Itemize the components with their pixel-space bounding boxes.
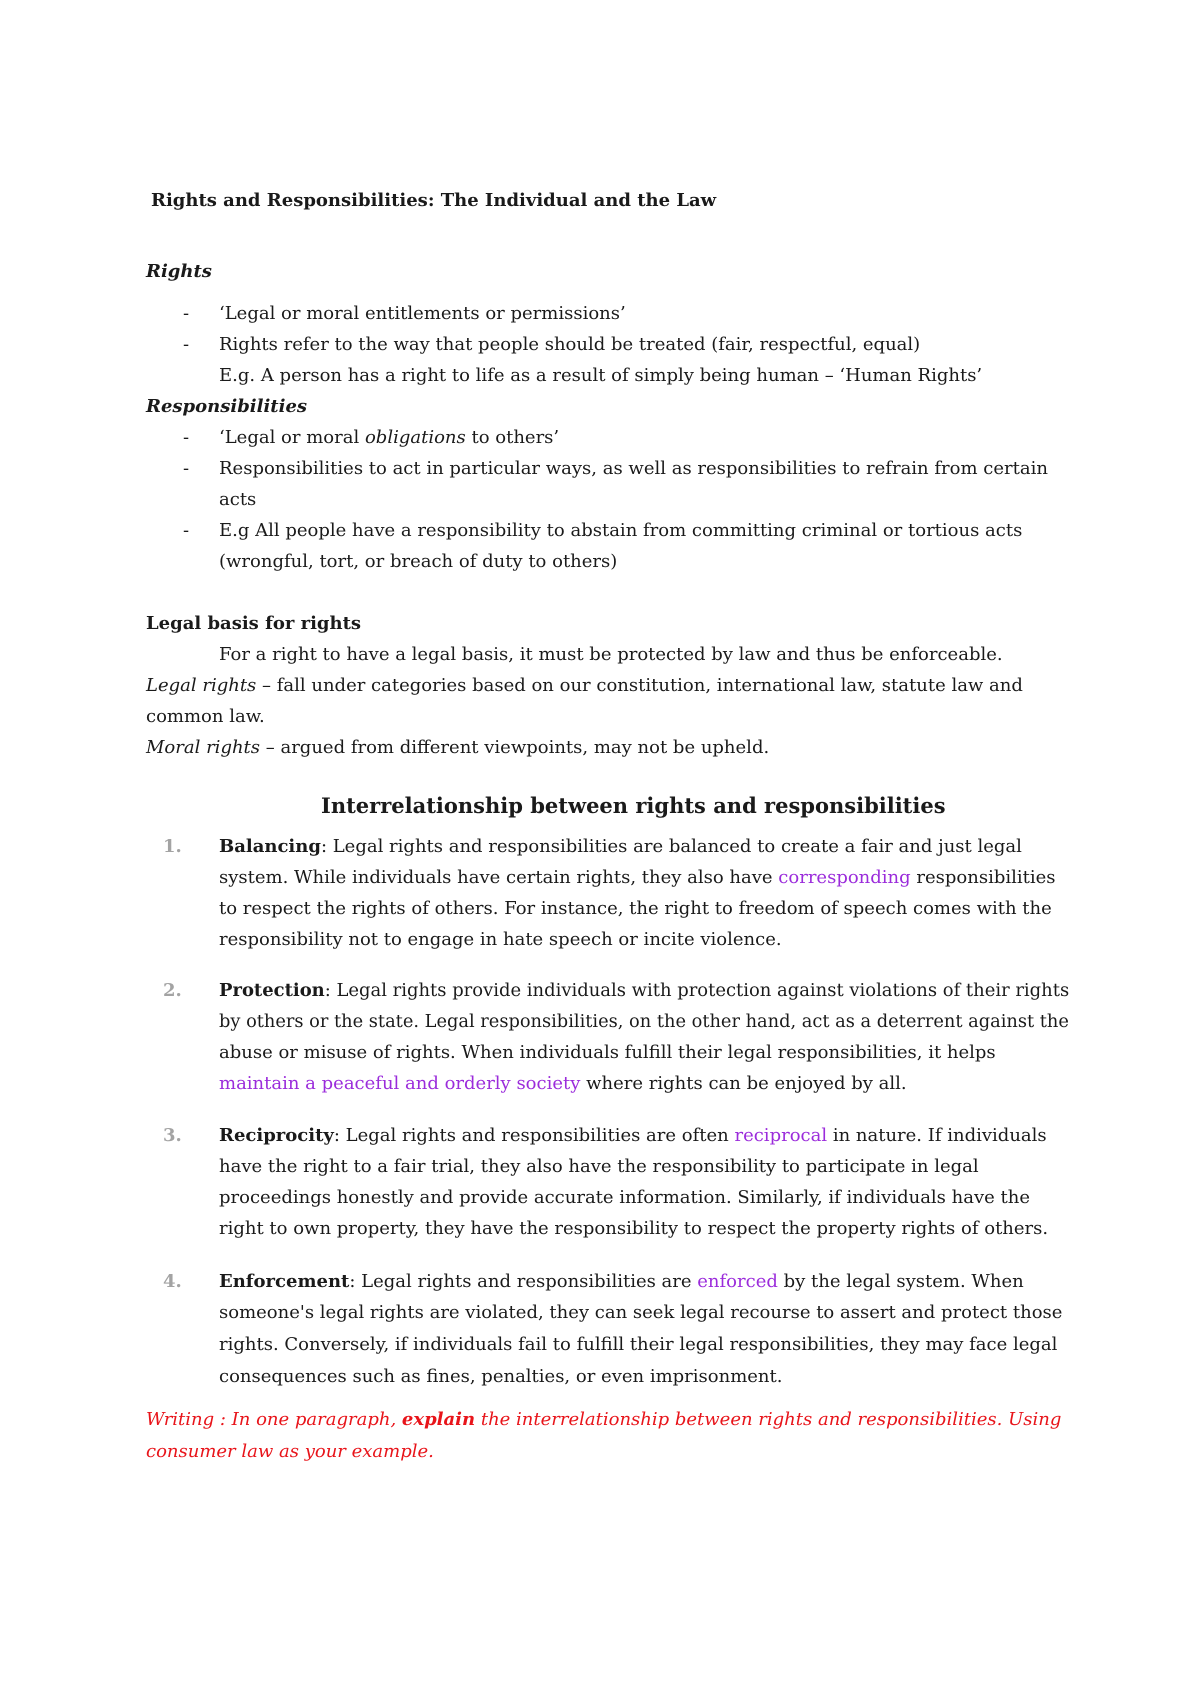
legal-rights-definition-line-2: common law. (146, 706, 265, 727)
responsibilities-bullet-2-line-2: acts (219, 489, 257, 510)
legal-basis-heading: Legal basis for rights (146, 613, 362, 634)
list-item-line: system. While individuals have certain rights, they also have corresponding responsibilities (219, 867, 1056, 888)
item-term: Reciprocity (219, 1125, 334, 1146)
list-item-reciprocity: Reciprocity: Legal rights and responsibilities are often reciprocal in nature. If individuals (219, 1125, 1047, 1146)
list-item-line: rights. Conversely, if individuals fail to fulfill their legal responsibilities, they may face legal (219, 1334, 1058, 1355)
obligations-emphasis: obligations (364, 427, 466, 448)
highlight-reciprocal: reciprocal (734, 1125, 828, 1146)
bullet-dash: - (183, 458, 190, 479)
item-term: Balancing (219, 836, 321, 857)
legal-rights-definition: Legal rights – fall under categories based on our constitution, international law, statute law and (146, 675, 1023, 696)
responsibilities-bullet-2-line-1: Responsibilities to act in particular ways, as well as responsibilities to refrain from certain (219, 458, 1048, 479)
list-item-line: someone's legal rights are violated, they can seek legal recourse to assert and protect those (219, 1302, 1063, 1323)
responsibilities-heading: Responsibilities (146, 396, 308, 417)
moral-rights-definition: Moral rights – argued from different viewpoints, may not be upheld. (146, 737, 770, 758)
bullet-dash: - (183, 334, 190, 355)
rights-heading: Rights (146, 261, 212, 282)
list-item-line: have the right to a fair trial, they also have the responsibility to participate in legal (219, 1156, 979, 1177)
list-item-line: responsibility not to engage in hate speech or incite violence. (219, 929, 782, 950)
list-number: 1. (163, 836, 182, 857)
interrelationship-heading: Interrelationship between rights and responsibilities (321, 793, 946, 818)
rights-bullet-1: ‘Legal or moral entitlements or permissions’ (219, 303, 626, 324)
list-item-line: maintain a peaceful and orderly society where rights can be enjoyed by all. (219, 1073, 907, 1094)
list-number: 2. (163, 980, 182, 1001)
moral-rights-term: Moral rights (146, 737, 261, 758)
list-item-line: right to own property, they have the responsibility to respect the property rights of others. (219, 1218, 1049, 1239)
writing-task-emphasis: explain (401, 1409, 476, 1430)
legal-rights-term: Legal rights (146, 675, 257, 696)
bullet-dash: - (183, 520, 190, 541)
list-item-line: consequences such as fines, penalties, or even imprisonment. (219, 1366, 783, 1387)
legal-basis-intro: For a right to have a legal basis, it must be protected by law and thus be enforceable. (219, 644, 1003, 665)
list-item-line: proceedings honestly and provide accurate information. Similarly, if individuals have the (219, 1187, 1030, 1208)
list-item-line: by others or the state. Legal responsibilities, on the other hand, act as a deterrent against the (219, 1011, 1069, 1032)
writing-task: Writing : In one paragraph, explain the interrelationship between rights and responsibilities. Using (146, 1409, 1062, 1430)
bullet-dash: - (183, 303, 190, 324)
responsibilities-bullet-1: ‘Legal or moral obligations to others’ (219, 427, 560, 448)
list-item-enforcement: Enforcement: Legal rights and responsibilities are enforced by the legal system. When (219, 1271, 1024, 1292)
list-number: 3. (163, 1125, 182, 1146)
list-number: 4. (163, 1271, 182, 1292)
list-item-line: to respect the rights of others. For instance, the right to freedom of speech comes with the (219, 898, 1052, 919)
rights-bullet-2: Rights refer to the way that people should be treated (fair, respectful, equal) (219, 334, 921, 355)
highlight-corresponding: corresponding (778, 867, 911, 888)
responsibilities-bullet-3-line-2: (wrongful, tort, or breach of duty to others) (219, 551, 618, 572)
responsibilities-bullet-3-line-1: E.g All people have a responsibility to abstain from committing criminal or tortious acts (219, 520, 1023, 541)
item-term: Protection (219, 980, 325, 1001)
list-item-line: abuse or misuse of rights. When individuals fulfill their legal responsibilities, it helps (219, 1042, 996, 1063)
bullet-dash: - (183, 427, 190, 448)
writing-task-line-2: consumer law as your example. (146, 1441, 434, 1462)
list-item-protection: Protection: Legal rights provide individuals with protection against violations of their rights (219, 980, 1070, 1001)
page-title: Rights and Responsibilities: The Individual and the Law (151, 190, 717, 211)
item-term: Enforcement (219, 1271, 350, 1292)
list-item-balancing: Balancing: Legal rights and responsibilities are balanced to create a fair and just legal (219, 836, 1022, 857)
highlight-peaceful-society: maintain a peaceful and orderly society (219, 1073, 581, 1094)
highlight-enforced: enforced (697, 1271, 778, 1292)
rights-example: E.g. A person has a right to life as a result of simply being human – ‘Human Rights’ (219, 365, 983, 386)
